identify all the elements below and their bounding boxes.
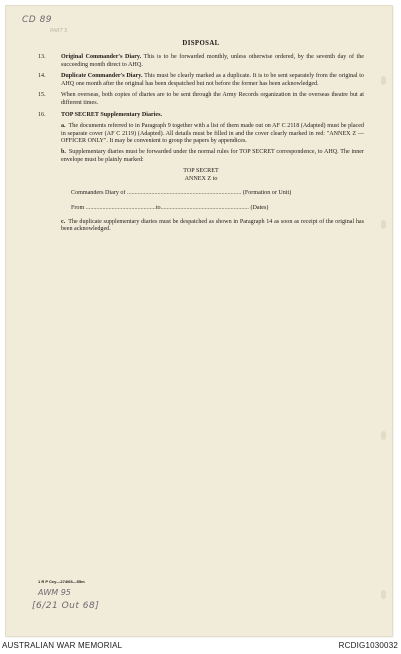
faint-stamp: PART 5	[50, 28, 68, 34]
paragraph-text: When overseas, both copies of diaries are to be sent through the Army Records organization in the overseas theatre but at different times.	[61, 92, 364, 106]
sub-item-c	[38, 219, 364, 234]
handwritten-series-code: AWM 95	[38, 588, 71, 597]
diary-prefix: Commanders Diary of	[71, 190, 126, 197]
archive-footer	[0, 640, 401, 654]
sub-item-label: c.	[61, 219, 66, 226]
diary-of-line	[38, 190, 364, 197]
binding-hole	[381, 76, 386, 85]
paragraph-text: This must be clearly marked as a duplicate. It is to be sent separately from the original to AHQ one month after the original has been despatched but not before the former has been acknowledged.	[61, 73, 364, 87]
paragraph-number: 13.	[38, 54, 46, 61]
annex-label: ANNEX Z to	[184, 176, 218, 183]
handwritten-date-range: [6/21 Out 68]	[32, 601, 100, 611]
diary-dots: ...........................................................................	[127, 190, 242, 197]
from-dots: ..............................................	[85, 204, 156, 211]
sub-item-text: Supplementary diaries must be forwarded under the normal rules for TOP SECRET correspondence, to AHQ. The inner envelope must be plainly marked:	[61, 149, 364, 163]
binding-hole	[381, 220, 386, 229]
paragraph-number: 15.	[38, 92, 46, 99]
page-heading: DISPOSAL	[182, 40, 220, 47]
diary-suffix: (Formation or Unit)	[242, 190, 292, 197]
from-label: From	[71, 204, 85, 211]
paragraph-title: TOP SECRET Supplementary Diaries.	[61, 111, 163, 118]
paragraph-number: 16.	[38, 111, 46, 118]
sub-item-b	[38, 149, 364, 164]
dates-label: (Dates)	[250, 204, 269, 211]
date-range-line	[38, 205, 364, 212]
paragraph-16	[38, 112, 364, 119]
paragraph-14	[38, 73, 364, 88]
binding-hole	[381, 431, 386, 440]
paragraph-13	[38, 54, 364, 69]
document-body	[38, 40, 364, 238]
sub-item-label: a.	[61, 123, 66, 130]
sub-item-label: b.	[61, 149, 66, 156]
paragraph-number: 14.	[38, 73, 46, 80]
printer-imprint: 1 R P Cey—274/65—55m	[38, 579, 85, 584]
handwritten-reference: CD 89	[22, 15, 53, 25]
sub-item-text: The documents referred to in Paragraph 9 together with a list of them made out on AF C 2118 (Adapted) must be placed in separate cover (AF C 2119) (Adapted). All details must be filled in and the cover clearly marked in red: "ANNEX Z — OFFICER ONLY". It may be convenient to group the papers by appendices.	[61, 123, 364, 144]
paragraph-15	[38, 92, 364, 107]
to-label: to	[155, 204, 161, 211]
to-dots: ..........................................................	[160, 204, 249, 211]
institution-name: AUSTRALIAN WAR MEMORIAL	[2, 641, 123, 650]
binding-hole	[381, 590, 386, 599]
paragraph-text: This is to be forwarded monthly, unless otherwise ordered, by the seventh day of the succeeding month direct to AHQ.	[61, 54, 365, 68]
top-secret-label: TOP SECRET	[183, 167, 219, 174]
paragraph-title: Original Commander's Diary.	[61, 54, 142, 61]
sub-item-text: The duplicate supplementary diaries must be despatched as shown in Paragraph 14 as soon as receipt of the original has been acknowledged.	[61, 219, 364, 233]
paragraph-title: Duplicate Commander's Diary.	[61, 73, 143, 80]
sub-item-a	[38, 123, 364, 145]
record-identifier: RCDIG1030032	[338, 641, 398, 650]
